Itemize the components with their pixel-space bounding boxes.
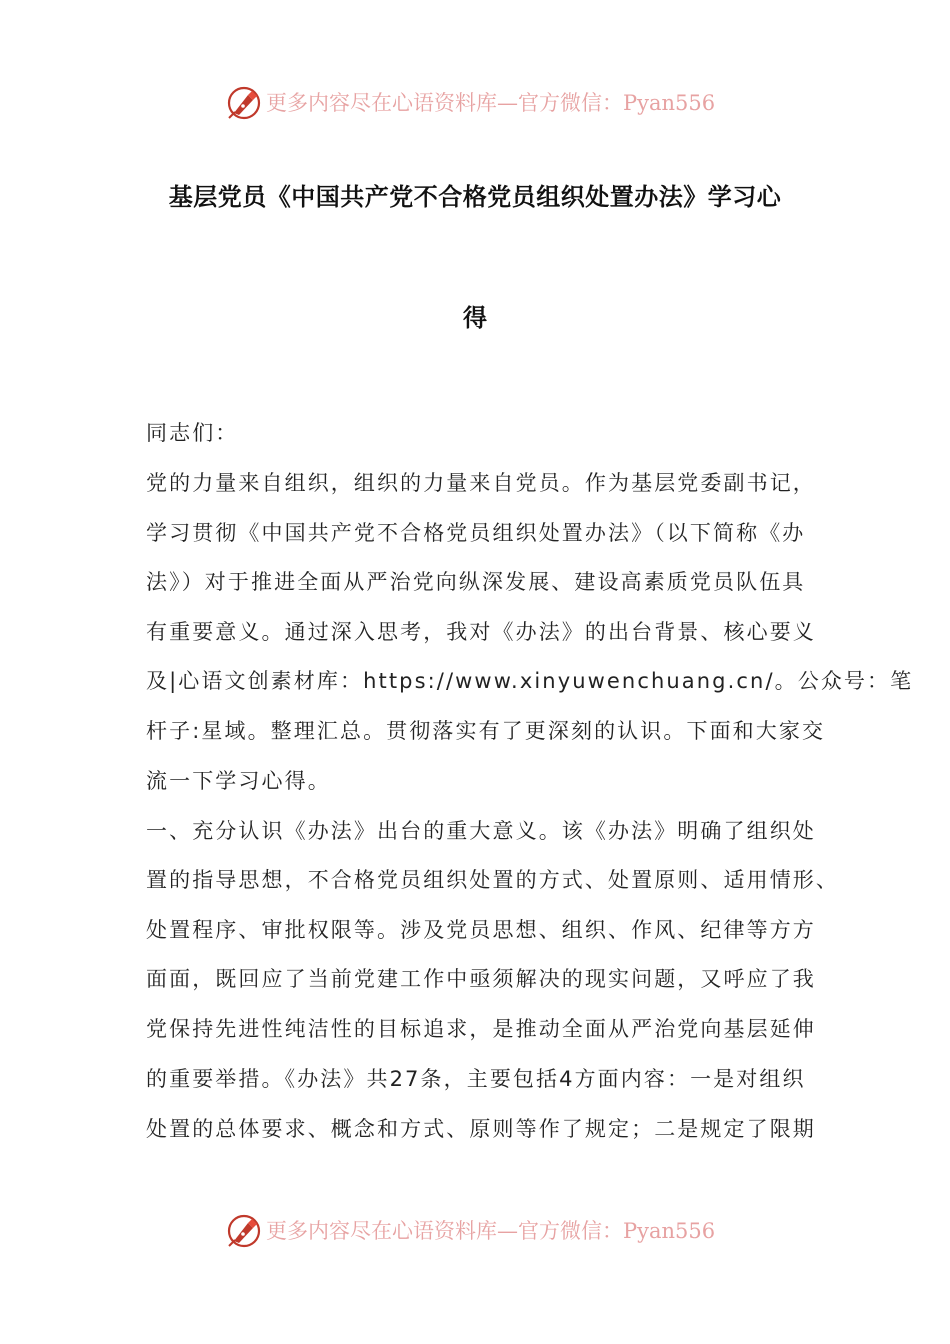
body-line: 党保持先进性纯洁性的目标追求，是推动全面从严治党向基层延伸 bbox=[146, 1017, 816, 1041]
body-line: 置的指导思想，不合格党员组织处置的方式、处置原则、适用情形、 bbox=[146, 868, 839, 892]
document-title-line-2: 得 bbox=[463, 303, 487, 332]
body-line: 面面，既回应了当前党建工作中亟须解决的现实问题，又呼应了我 bbox=[146, 967, 816, 991]
body-line: 有重要意义。通过深入思考，我对《办法》的出台背景、核心要义 bbox=[146, 620, 816, 644]
body-line: 学习贯彻《中国共产党不合格党员组织处置办法》（以下简称《办 bbox=[146, 521, 806, 545]
watermark-text: 更多内容尽在心语资料库—官方微信：Pyan556 bbox=[266, 91, 716, 115]
body-line: 杆子:星域。整理汇总。贯彻落实有了更深刻的认识。下面和大家交 bbox=[146, 719, 826, 743]
body-line: 流一下学习心得。 bbox=[146, 769, 331, 793]
body-line: 同志们： bbox=[146, 421, 239, 445]
body-line: 及|心语文创素材库：https://www.xinyuwenchuang.cn/。公众号：笔 bbox=[146, 669, 914, 693]
body-line: 的重要举措。《办法》共27条，主要包括4方面内容：一是对组织 bbox=[146, 1067, 806, 1091]
watermark-banner-top bbox=[0, 80, 950, 126]
pen-nib-icon bbox=[226, 1213, 262, 1249]
pen-nib-icon bbox=[226, 85, 262, 121]
body-line: 法》）对于推进全面从严治党向纵深发展、建设高素质党员队伍具 bbox=[146, 570, 806, 594]
body-line: 党的力量来自组织，组织的力量来自党员。作为基层党委副书记， bbox=[146, 471, 816, 495]
watermark-banner-bottom bbox=[0, 1208, 950, 1254]
body-line: 处置的总体要求、概念和方式、原则等作了规定；二是规定了限期 bbox=[146, 1117, 816, 1141]
watermark-text: 更多内容尽在心语资料库—官方微信：Pyan556 bbox=[266, 1219, 716, 1243]
body-line: 处置程序、审批权限等。涉及党员思想、组织、作风、纪律等方方 bbox=[146, 918, 816, 942]
body-line: 一、充分认识《办法》出台的重大意义。该《办法》明确了组织处 bbox=[146, 819, 816, 843]
document-title-line-1: 基层党员《中国共产党不合格党员组织处置办法》学习心 bbox=[168, 182, 782, 211]
